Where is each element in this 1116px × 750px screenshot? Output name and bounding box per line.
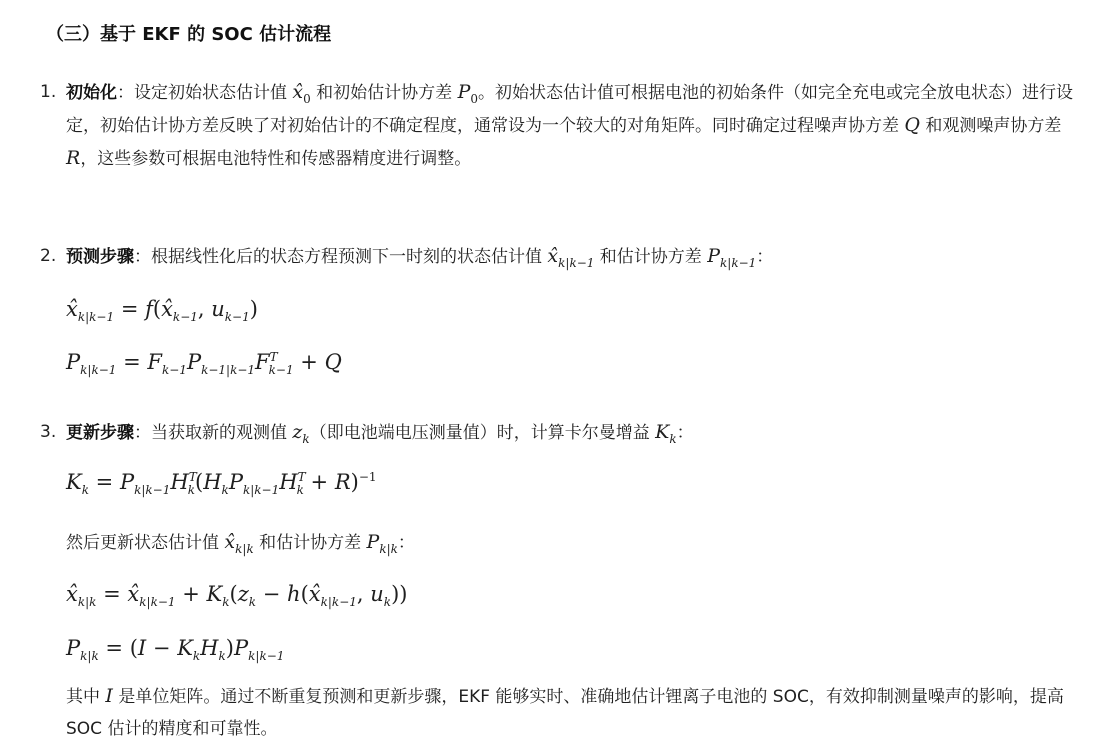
step-number: 3. xyxy=(40,422,57,442)
step-text: ： xyxy=(756,247,774,267)
equation-state-update: $x̂_{k|k}$ = $x̂_{k|k-1} + K_k(z_k$ − $h(x̂_{k|k-1}$, $u_k$)) xyxy=(66,582,408,610)
step-body: 初始化：设定初始状态估计值 $x̂_0$ 和初始估计协方差 $P_0$。初始状态估计值可根据电池的初始条件（如完全充电或完全放电状态）进行设定，初始估计协方差反映了对初始估计的不确定程度，通常设为一个较大的对角矩阵。同时确定过程噪声协方差 Q 和观测噪声协方差 R，这些参数可根据电池特性和传感器精度进行调整。 xyxy=(66,81,1074,169)
step-text: 根据线性化后的状态方程预测下一时刻的状态估计值 xyxy=(151,247,548,267)
equation-state-prediction: $x̂_{k|k-1}$ = $f(x̂_{k-1}$, $u_{k-1}$) xyxy=(66,297,258,325)
paragraph-text: 其中 xyxy=(66,687,106,707)
paragraph-text: ： xyxy=(397,533,415,553)
step-text: 和估计协方差 xyxy=(594,247,708,267)
math-p0: $P_0$ xyxy=(457,81,479,106)
paragraph-text: 然后更新状态估计值 xyxy=(66,533,225,553)
math-r: R xyxy=(66,147,81,169)
step-text: ： xyxy=(676,423,694,443)
step-title: 更新步骤 xyxy=(66,423,134,443)
equation-covariance-prediction: $P_{k|k-1} = F_{k-1}P_{k-1|k-1}F^T_{k-1} + Q$ xyxy=(66,350,342,378)
paragraph-text: 和估计协方差 xyxy=(253,533,367,553)
step-number: 2. xyxy=(40,246,57,266)
equation-kalman-gain: $K_k = P_{k|k-1}H^T_k(H_kP_{k|k-1}H^T_k + R)^{-1}$ xyxy=(66,470,377,498)
conclusion-paragraph xyxy=(66,680,1096,745)
math-kk: $K_k$ xyxy=(655,421,677,446)
step-text: 当获取新的观测值 xyxy=(151,423,293,443)
step-text: 。初始状态估计值可根据电池的初始条件（如完全充电或完全放电状态）进行设定，初始估计协方差反映了对初始估计的不确定程度，通常设为一个较大的对角矩阵。同时确定过程噪声协方差 xyxy=(66,83,1074,136)
math-zk: $z_k$ xyxy=(292,421,310,446)
step-text: 和观测噪声协方差 xyxy=(919,116,1062,136)
step-title: 初始化 xyxy=(66,83,117,103)
update-description xyxy=(66,526,1096,559)
math-x-post: $x̂_{k|k}$ xyxy=(224,531,254,556)
step-text: 设定初始状态估计值 xyxy=(134,83,293,103)
paragraph-text: 是单位矩阵。通过不断重复预测和更新步骤，EKF 能够实时、准确地估计锂离子电池的 SOC，有效抑制测量噪声的影响，提高 SOC 估计的精度和可靠性。 xyxy=(66,687,1064,739)
step-text: ，这些参数可根据电池特性和传感器精度进行调整。 xyxy=(80,149,472,169)
step-body: 更新步骤：当获取新的观测值 $z_k$（即电池端电压测量值）时，计算卡尔曼增益 $K_k$： xyxy=(66,421,694,446)
math-q: Q xyxy=(904,114,920,136)
equation-covariance-update: $P_{k|k} = (I - K_kH_k)P_{k|k-1}$ xyxy=(66,636,285,664)
step-title: 预测步骤 xyxy=(66,247,134,267)
math-p-pred: $P_{k|k-1}$ xyxy=(707,245,757,270)
step-number: 1. xyxy=(40,82,57,102)
math-p-post: $P_{k|k}$ xyxy=(366,531,398,556)
math-x0-hat: $x̂_0$ xyxy=(292,81,311,106)
math-identity: I xyxy=(105,685,113,707)
step-text: （即电池端电压测量值）时，计算卡尔曼增益 xyxy=(309,423,656,443)
step-text: 和初始估计协方差 xyxy=(310,83,458,103)
step-body: 预测步骤：根据线性化后的状态方程预测下一时刻的状态估计值 $x̂_{k|k-1}$ 和估计协方差 $P_{k|k-1}$： xyxy=(66,245,774,270)
math-x-pred: $x̂_{k|k-1}$ xyxy=(547,245,595,270)
section-heading: （三）基于 EKF 的 SOC 估计流程 xyxy=(46,24,332,45)
